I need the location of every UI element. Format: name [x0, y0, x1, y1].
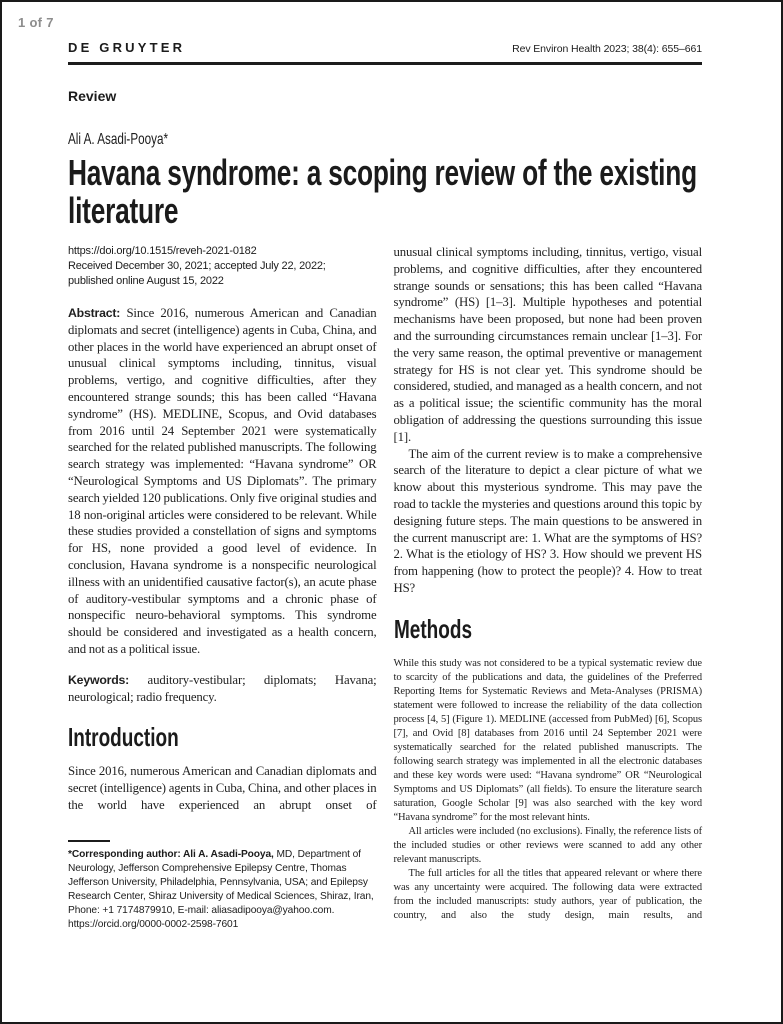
- article-type-label: Review: [68, 88, 117, 104]
- methods-paragraph-1: While this study was not considered to be a typical systematic review due to scarcity of the publications and data, the guidelines of the Preferred Reporting Items for Systematic Reviews and Meta-Analyses (PRISMA) statement were followed to increase the reliability of the data collection process [4, 5] (Figure 1). MEDLINE (accessed from PubMed) [6], Scopus [7], and Ovid [8] databases from 2016 until 24 September 2021 were systematically searched for the related published manuscripts. The following search strategy was implemented in all the electronic databases and these key words were used: “Havana syndrome” OR “Neurological Symptoms and US Diplomats” (all fields). To ensure the literature search saturation, Google Scholar [9] was also searched with the key word “Havana syndrome” for the most relevant hints.: [393, 657, 702, 823]
- keywords-paragraph: [68, 672, 377, 706]
- corresponding-author-note: [68, 848, 377, 918]
- footnote-rule: [68, 840, 110, 842]
- publisher-logo: DE GRUYTER: [68, 40, 186, 55]
- right-column: [394, 244, 703, 932]
- introduction-heading: Introduction: [68, 722, 179, 753]
- page-counter: 1 of 7: [18, 15, 54, 30]
- abstract-text: Since 2016, numerous American and Canadian diplomats and secret (intelligence) agents in Cuba, China, and other places in the world have experienced an abrupt onset of unusual clinical symptoms including, tinnitus, visual problems, vertigo, and cognitive difficulties, after they encountered strange sounds; this has been called “Havana syndrome” (HS). MEDLINE, Scopus, and Ovid databases from 2016 until 24 September 2021 were systematically searched for the related published manuscripts. The following search strategy was implemented: “Havana syndrome” OR “Neurological Symptoms and US Diplomats”. The primary search yielded 120 publications. Only five original studies and 18 non-original articles were considered to be relevant. While these studies provided a constellation of signs and symptoms for HS, none provided a good level of evidence. In conclusion, Havana syndrome is a nonspecific neurological illness with an unidentified causative factor(s), an acute phase of auditory-vestibular symptoms and a chronic phase of nonspecific neuro-behavioral symptoms. This syndrome should be considered and investigated as a health concern, and not as a political issue.: [68, 306, 377, 656]
- introduction-paragraph: Since 2016, numerous American and Canadian diplomats and secret (intelligence) agents in Cuba, China, and other places in the world have experienced an abrupt onset of: [68, 764, 377, 812]
- doi-link[interactable]: https://doi.org/10.1515/reveh-2021-0182: [68, 245, 257, 257]
- introduction-paragraph-continued: unusual clinical symptoms including, tinnitus, vertigo, visual problems, and cognitive difficulties, after they encountered strange sounds or sensations; this has been called “Havana syndrome” (HS) [1–3]. Multiple hypotheses and potential mechanisms have been proposed, but none had been proven and the surrounding circumstances remain unclear [1–3]. For the very same reason, the optimal preventive or management strategy for HS is not clear yet. This syndrome should be considered, studied, and managed as a health concern, and not as a political issue; the scientific community has the moral obligation of addressing the questions surrounding this issue [1].: [393, 245, 702, 444]
- orcid-link[interactable]: https://orcid.org/0000-0002-2598-7601: [68, 918, 239, 930]
- journal-header: [68, 2, 702, 55]
- article-meta-block: [68, 244, 377, 289]
- two-column-body: [68, 244, 702, 932]
- keywords-text: auditory-vestibular; diplomats; Havana; neurological; radio frequency.: [68, 672, 377, 704]
- methods-paragraph-3: The full articles for all the titles that appeared relevant or where there was any uncertainty were acquired. The following data were extracted from the included manuscripts: study authors, year of publication, the country, and also the study design, main results, and: [393, 867, 702, 921]
- published-online-date: published online August 15, 2022: [68, 275, 224, 287]
- received-accepted-dates: Received December 30, 2021; accepted July 22, 2022;: [68, 260, 326, 272]
- page-content: [68, 2, 702, 932]
- abstract-label: Abstract:: [68, 306, 121, 320]
- introduction-aim-paragraph: The aim of the current review is to make a comprehensive search of the literature to depict a clear picture of what we know about this mysterious syndrome. This may pave the road to tackle the mysteries and questions around this topic by designing future steps. The main questions to be answered in the current manuscript are: 1. What are the symptoms of HS? 2. What is the etiology of HS? 3. How should we prevent HS from happening (how to protect the people)? 4. How to treat HS?: [393, 446, 702, 595]
- corresponding-author-label: *Corresponding author: Ali A. Asadi-Pooya,: [68, 848, 274, 860]
- corresponding-author-footnote: [68, 840, 377, 932]
- header-rule: [68, 62, 702, 65]
- abstract-paragraph: [68, 305, 377, 658]
- methods-paragraph-2: All articles were included (no exclusions). Finally, the reference lists of the included studies or other reviews were scanned to add any other relevant manuscripts.: [393, 825, 702, 865]
- article-title: Havana syndrome: a scoping review of the existing literature: [68, 152, 697, 231]
- keywords-label: Keywords:: [68, 672, 130, 687]
- corresponding-author-details: MD, Department of Neurology, Jefferson Comprehensive Epilepsy Centre, Thomas Jefferson University, Philadelphia, Pennsylvania, USA; and Epilepsy Research Center, Shiraz University of Medical Sciences, Shiraz, Iran, Phone: +1 7174879910, E-mail: aliasadipooya@yahoo.com.: [68, 848, 374, 916]
- left-column: [68, 244, 377, 932]
- methods-heading: Methods: [393, 613, 472, 644]
- journal-reference: Rev Environ Health 2023; 38(4): 655–661: [512, 43, 702, 55]
- author-name: Ali A. Asadi-Pooya*: [68, 131, 168, 148]
